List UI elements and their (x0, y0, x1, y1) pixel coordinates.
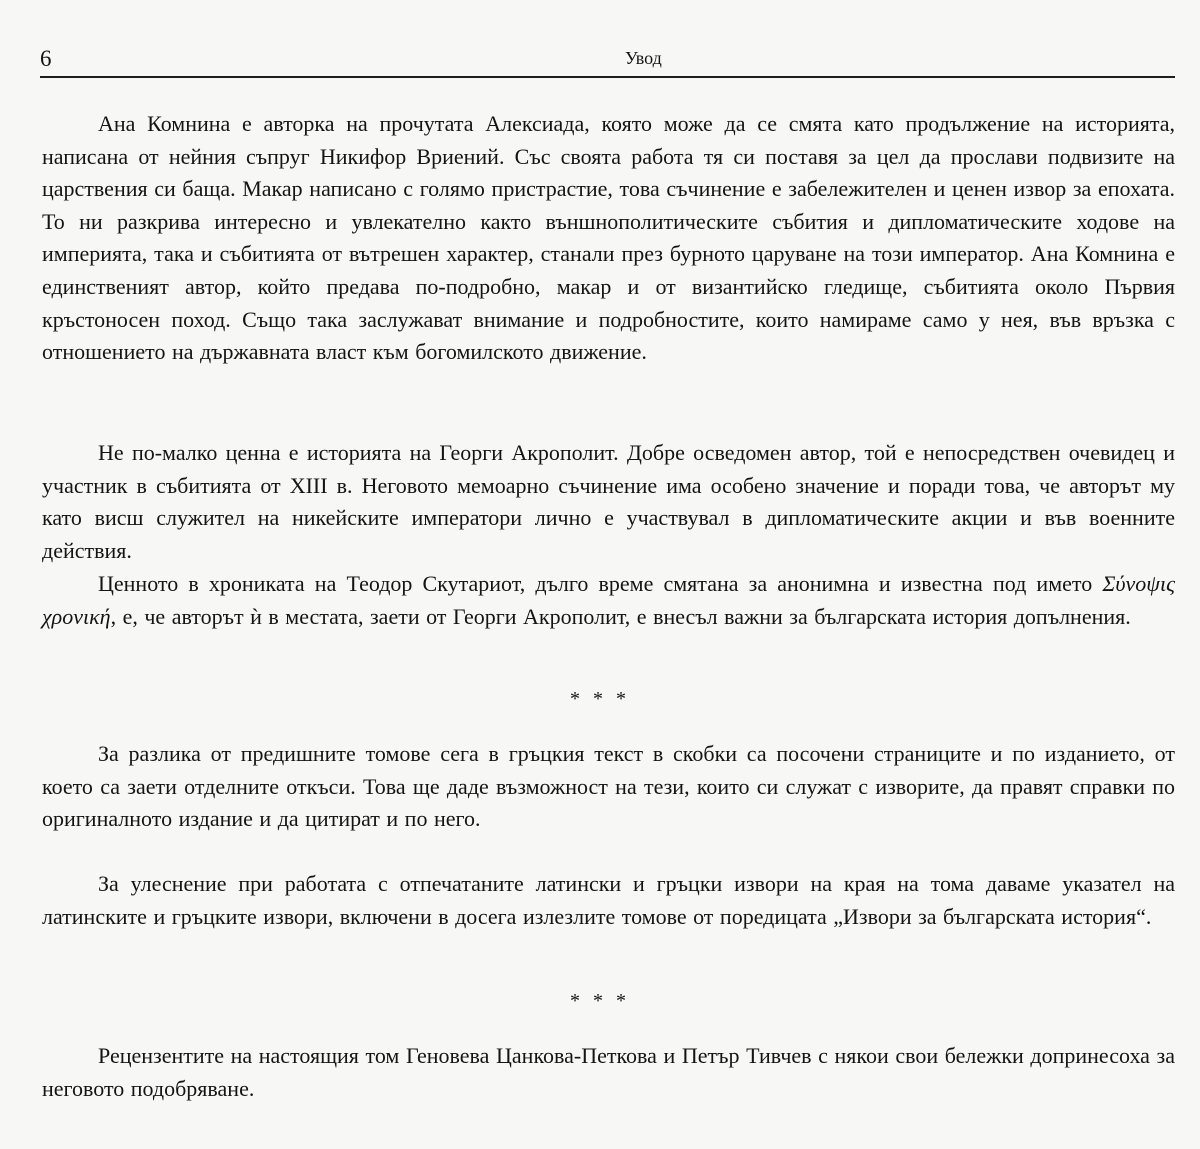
page-number: 6 (40, 46, 52, 71)
paragraph-anna-komnene: Ана Комнина е авторка на прочутата Алексиада, която може да се смята като продължение на историята, написана от нейния съпруг Никифор Вриений. Със своята работа тя си поставя за цел да прослави подвизите на царствения си баща. Макар написано с голямо пристрастие, това съчинение е забележителен и ценен извор за епохата. То ни разкрива интересно и увлекателно както външнополитическите събития и дипломатическите ходове на империята, така и събитията от вътрешен характер, станали през бурното царуване на този император. Ана Комнина е единственият автор, който предава по-подробно, макар и от византийско гледище, събитията около Първия кръстоносен поход. Също така заслужават внимание и подробностите, които намираме само у нея, във връзка с отношението на държавната власт към богомилското движение. (42, 111, 1175, 365)
running-title: Увод (625, 48, 662, 68)
paragraph-skoutariotes-text-start: Ценното в хрониката на Теодор Скутариот, дълго време смятана за анонимна и известна под името (98, 571, 1103, 596)
paragraph-page-references: За разлика от предишните томове сега в гръцкия текст в скобки са посочени страниците и по изданието, от което са заети отделните откъси. Това ще даде възможност на тези, които си служат с изворите, да правят справки по оригиналното издание и да цитират и по него. (42, 741, 1175, 832)
paragraph-skoutariotes (42, 568, 1175, 633)
greek-title: Σύνοψις χρονική (42, 571, 1175, 629)
paragraph-reviewers: Рецензентите на настоящия том Геновева Цанкова-Петкова и Петър Тивчев с някои свои бележки допринесоха за неговото подобряване. (42, 1043, 1175, 1101)
section-separator: * * * (570, 990, 630, 1012)
paragraph-index-note: За улеснение при работата с отпечатаните латински и гръцки извори на края на тома даваме указател на латинските и гръцките извори, включени в досега излезлите томове от поредицата „Извори за българската история“. (42, 871, 1175, 929)
paragraph-skoutariotes-text-end: , е, че авторът ѝ в местата, заети от Георги Акрополит, е внесъл важни за българската история допълнения. (110, 603, 1131, 629)
paragraph-akropolites: Не по-малко ценна е историята на Георги Акрополит. Добре осведомен автор, той е непосредствен очевидец и участник в събитията от XIII в. Неговото мемоарно съчинение има особено значение и поради това, че авторът му като висш служител на никейските императори лично е участвувал в дипломатическите акции и във военните действия. (42, 440, 1175, 563)
section-separator: * * * (570, 688, 630, 710)
page-header (40, 44, 1175, 78)
